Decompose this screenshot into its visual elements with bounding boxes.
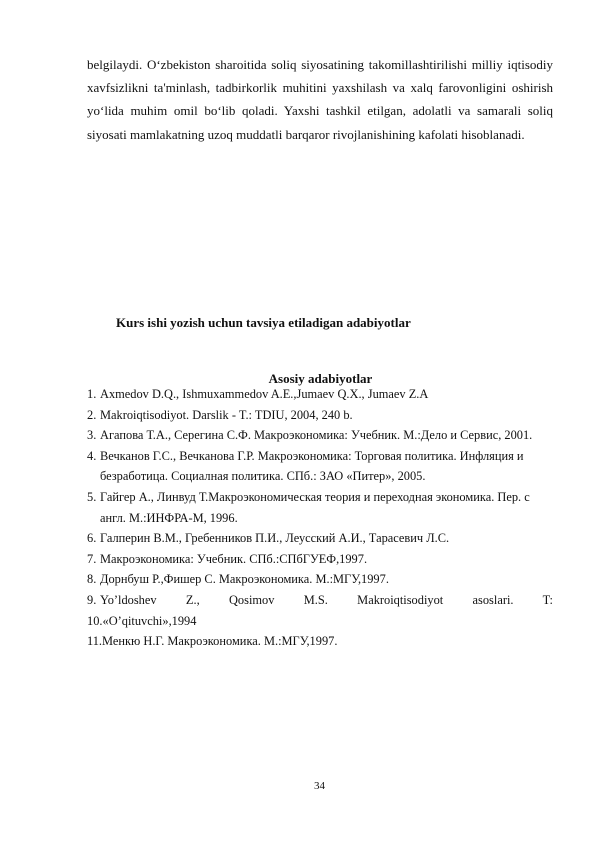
reference-text: Yo’ldoshev Z., Qosimov M.S. Makroiqtisodiyot asoslari. T: xyxy=(100,592,553,607)
reference-item xyxy=(87,384,553,405)
reference-number: 9. xyxy=(87,592,97,607)
reference-text: Makroiqtisodiyot. Darslik - T.: TDIU, 2004, 240 b. xyxy=(100,407,353,422)
reference-item xyxy=(87,549,553,570)
reference-number: 7. xyxy=(87,551,97,566)
reference-number: 11. xyxy=(87,634,103,649)
reference-number: 1. xyxy=(87,387,97,401)
reference-item xyxy=(87,425,553,446)
reference-text: Гайгер А., Линвуд Т.Макроэкономическая теория и переходная экономика. Пер. с англ. М.:ИНФРА-М, 1996. xyxy=(100,489,530,525)
reference-text: Галперин В.М., Гребенников П.И., Леусский А.И., Тарасевич Л.С. xyxy=(100,531,450,546)
reference-number: 8. xyxy=(87,572,97,587)
reference-item xyxy=(87,569,553,590)
reference-item xyxy=(87,631,553,652)
reference-number: 10. xyxy=(87,613,103,628)
reference-text: Менкю Н.Г. Макроэкономика. М.:МГУ,1997. xyxy=(102,634,338,649)
reference-text: Axmedov D.Q., Ishmuxammedov A.E.,Jumaev Q.X., Jumaev Z.A xyxy=(100,387,429,401)
reference-list xyxy=(87,384,553,652)
reference-number: 2. xyxy=(87,407,97,422)
reference-item xyxy=(87,446,553,487)
reference-number: 4. xyxy=(87,448,97,463)
reference-number: 3. xyxy=(87,428,97,443)
reference-item xyxy=(87,611,553,632)
reference-text: Макроэкономика: Учебник. СПб.:СПбГУЕФ,1997. xyxy=(100,551,368,566)
reference-item xyxy=(87,528,553,549)
intro-paragraph: belgilaydi. O‘zbekiston sharoitida soliq siyosatining takomillashtirilishi milliy iqtisodiy xavfsizlikni ta'minlash, tadbirkorlik muhitini yaxshilash va xalq farovonligini oshirish yo‘lida muhim omil bo‘lib qoladi. Yaxshi tashkil etilgan, adolatli va samarali soliq siyosati mamlakatning uzoq muddatli barqaror rivojlanishining kafolati hisoblanadi. xyxy=(87,57,553,142)
subheading: Asosiy adabiyotlar xyxy=(268,371,373,386)
reference-number: 6. xyxy=(87,531,97,546)
reference-text: Дорнбуш Р.,Фишер С. Макроэкономика. М.:МГУ,1997. xyxy=(100,572,389,587)
reference-item xyxy=(87,487,553,528)
page-number: 34 xyxy=(314,780,325,792)
reference-number: 5. xyxy=(87,489,97,504)
reference-item xyxy=(87,405,553,426)
reference-text: Агапова Т.А., Серегина С.Ф. Макроэкономика: Учебник. М.:Дело и Сервис, 2001. xyxy=(100,428,533,443)
reference-text: «O’qituvchi»,1994 xyxy=(102,613,197,628)
reference-item xyxy=(87,590,553,611)
reference-text: Вечканов Г.С., Вечканова Г.Р. Макроэкономика: Торговая политика. Инфляция и безработица. Социалная политика. СПб.: ЗАО «Питер», 2005. xyxy=(100,448,524,484)
section-heading: Kurs ishi yozish uchun tavsiya etiladigan adabiyotlar xyxy=(116,315,411,330)
